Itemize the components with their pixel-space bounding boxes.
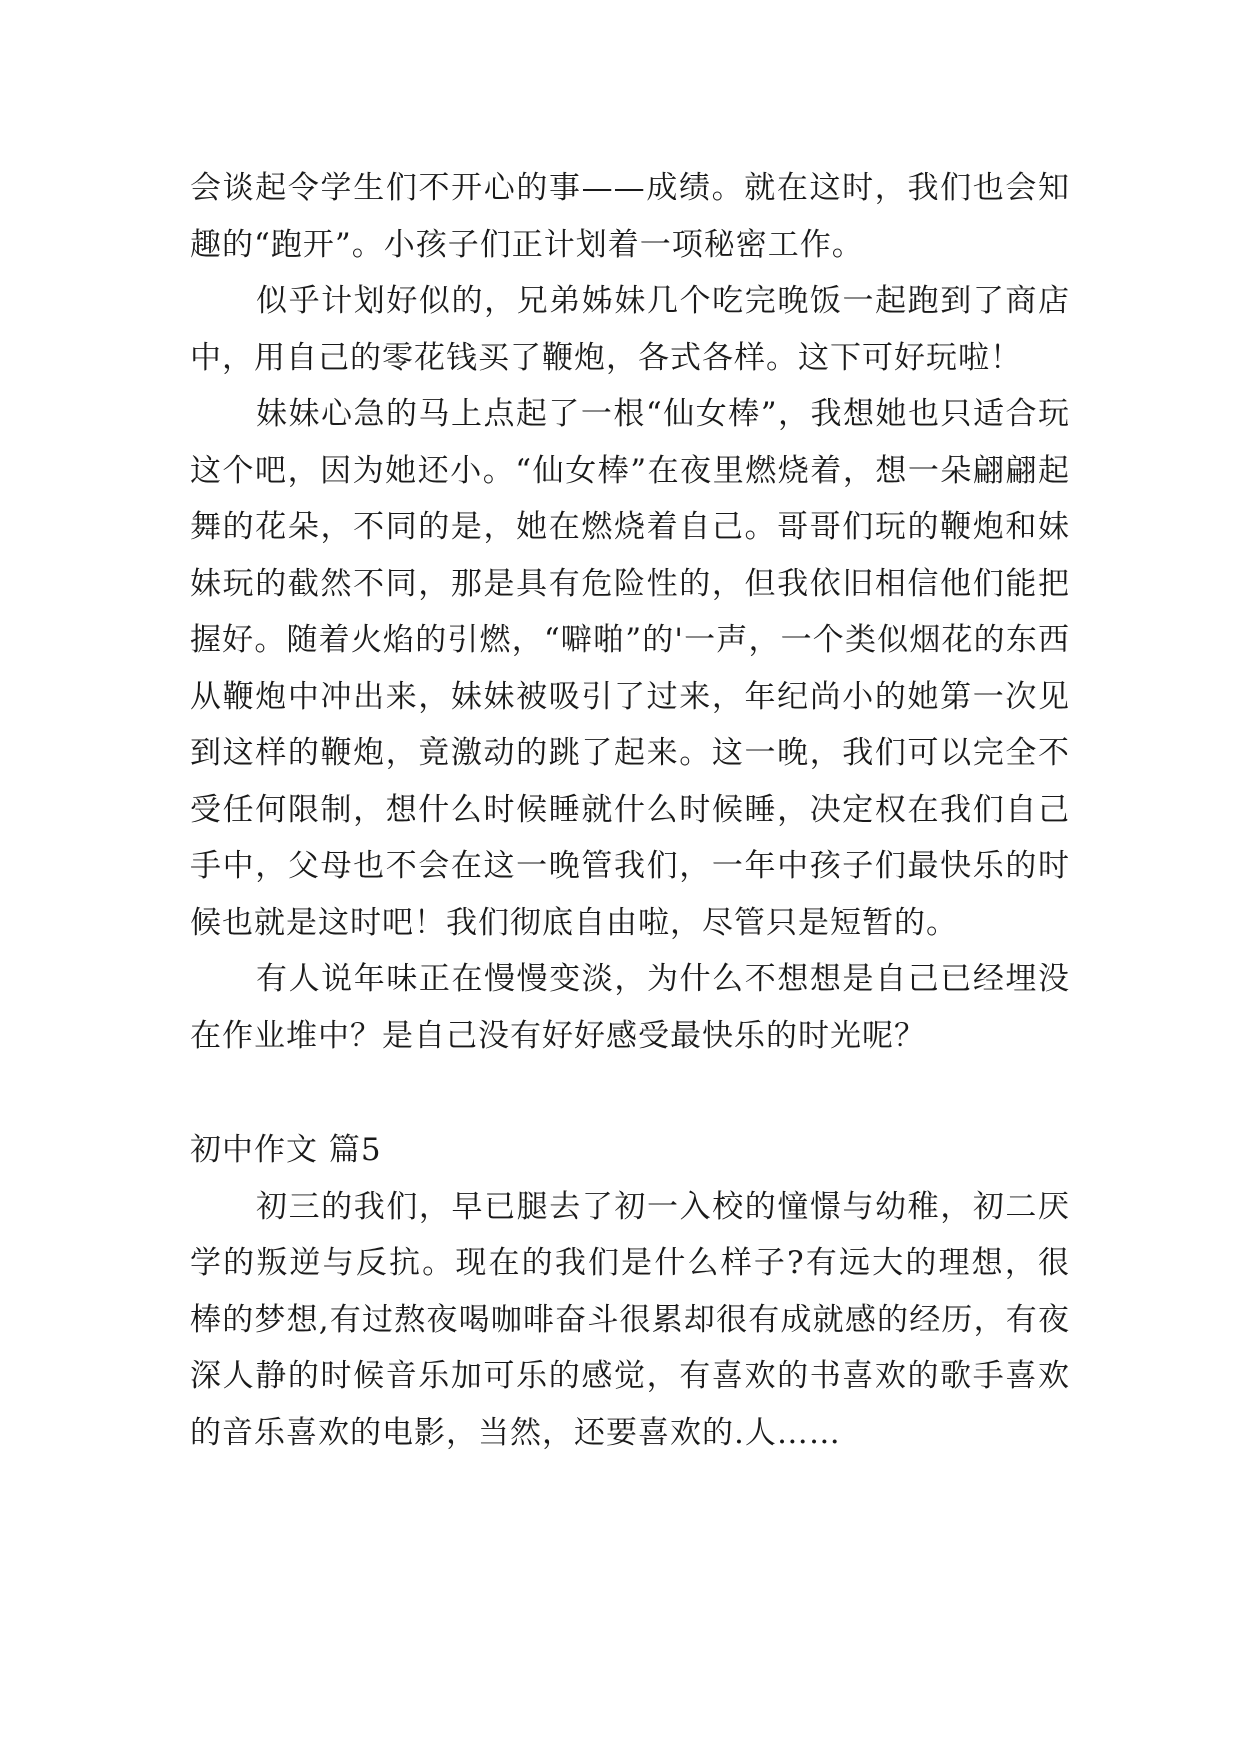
paragraph-grade-three: 初三的我们，早已腿去了初一入校的憧憬与幼稚，初二厌学的叛逆与反抗。现在的我们是什么样子?有远大的理想，很棒的梦想,有过熬夜喝咖啡奋斗很累却很有成就感的经历，有夜深人静的时候音乐加可乐的感觉，有喜欢的书喜欢的歌手喜欢的音乐喜欢的电影，当然，还要喜欢的.人…… (190, 1188, 1070, 1451)
document-body (190, 160, 1070, 1461)
paragraph-new-year-flavor: 有人说年味正在慢慢变淡，为什么不想想是自己已经埋没在作业堆中？是自己没有好好感受最快乐的时光呢？ (190, 961, 1070, 1054)
section-heading: 初中作文 篇5 (190, 1132, 382, 1168)
paragraph-fireworks-shopping: 似乎计划好似的，兄弟姊妹几个吃完晚饭一起跑到了商店中，用自己的零花钱买了鞭炮，各式各样。这下可好玩啦！ (190, 283, 1070, 376)
paragraph-sparkler-night: 妹妹心急的马上点起了一根“仙女棒”，我想她也只适合玩这个吧，因为她还小。“仙女棒”在夜里燃烧着，想一朵翩翩起舞的花朵，不同的是，她在燃烧着自己。哥哥们玩的鞭炮和妹妹玩的截然不同，那是具有危险性的，但我依旧相信他们能把握好。随着火焰的引燃，“噼啪”的'一声，一个类似烟花的东西从鞭炮中冲出来，妹妹被吸引了过来，年纪尚小的她第一次见到这样的鞭炮，竟激动的跳了起来。这一晚，我们可以完全不受任何限制，想什么时候睡就什么时候睡，决定权在我们自己手中，父母也不会在这一晚管我们，一年中孩子们最快乐的时候也就是这时吧！我们彻底自由啦，尽管只是短暂的。 (190, 396, 1070, 941)
paragraph-continuation: 会谈起令学生们不开心的事——成绩。就在这时，我们也会知趣的“跑开”。小孩子们正计划着一项秘密工作。 (190, 170, 1070, 263)
section-gap (190, 1064, 1070, 1122)
